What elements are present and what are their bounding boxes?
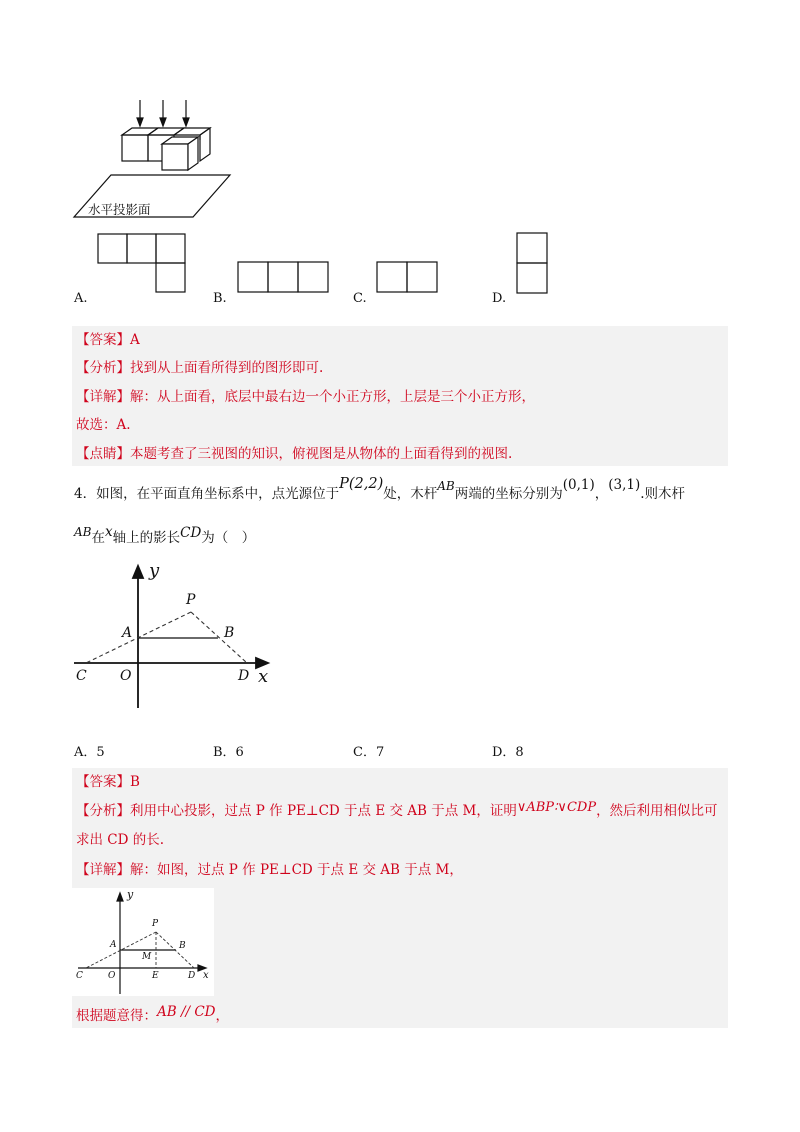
detail2-line: 【详解】解：如图，过点 P 作 PE⊥CD 于点 E 交 AB 于点 M，	[76, 862, 463, 878]
projection-plane-label: 水平投影面	[88, 202, 151, 217]
small-diagram: y P A B M C O E D x	[72, 888, 214, 996]
conclusion-line: 根据题意得：AB // CD，	[76, 1004, 230, 1024]
analysis2-line-2: 求出 CD 的长.	[76, 832, 165, 848]
q4-option-c: C．7	[353, 745, 385, 760]
label-p: P	[186, 592, 196, 608]
answer-box-2	[72, 768, 728, 1028]
question-4-line-2: AB在x轴上的影长CD为（ ）	[74, 524, 256, 546]
label-b: B	[224, 625, 235, 641]
label-x: x	[258, 666, 269, 687]
option-c-label: C.	[353, 291, 367, 306]
label-d: D	[238, 668, 250, 684]
option-a-label: A.	[74, 291, 88, 306]
q4-option-d: D．8	[492, 745, 524, 760]
point-p: P(2,2)	[339, 476, 384, 492]
label-c: C	[76, 668, 87, 684]
label-o: O	[120, 668, 132, 684]
label-a: A	[122, 625, 133, 641]
q4-option-b: B．6	[213, 745, 244, 760]
analysis-line: 【分析】找到从上面看所得到的图形即可.	[76, 360, 324, 376]
option-d-label: D.	[492, 291, 507, 306]
q4-option-a: A．5	[74, 745, 105, 760]
answer-line: 【答案】A	[76, 332, 140, 348]
comment-line: 【点睛】本题考查了三视图的知识，俯视图是从物体的上面看得到的视图.	[76, 446, 513, 462]
analysis2-line-1: 【分析】利用中心投影，过点 P 作 PE⊥CD 于点 E 交 AB 于点 M，证明∨ABP∶∨CDP，然后利用相似比可	[76, 800, 718, 819]
question-4-line-1: 4．如图，在平面直角坐标系中，点光源位于P(2,2)处，木杆AB两端的坐标分别为(0,1)，(3,1).则木杆	[74, 476, 686, 502]
label-y: y	[149, 560, 160, 581]
choice-line: 故选：A.	[76, 417, 131, 433]
detail-line: 【详解】解：从上面看，底层中最右边一个小正方形，上层是三个小正方形，	[76, 389, 535, 405]
option-b-label: B.	[213, 291, 227, 306]
answer2-line: 【答案】B	[76, 774, 140, 790]
